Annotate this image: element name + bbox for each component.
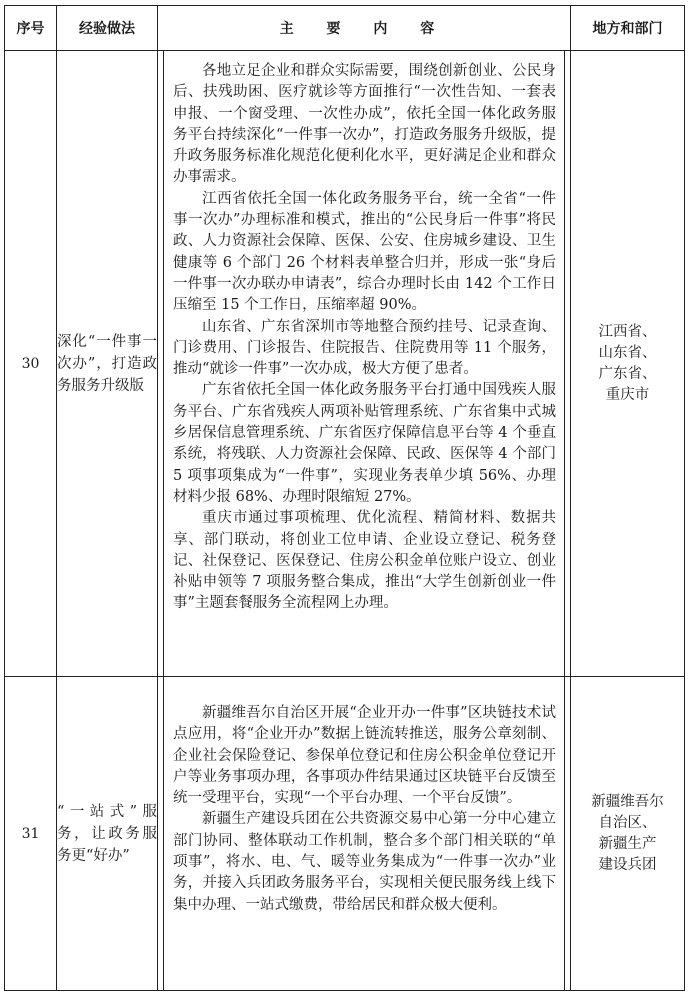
header-practice: 经验做法 xyxy=(57,6,158,51)
content-paragraph: 重庆市通过事项梳理、优化流程、精简材料、数据共享、部门联动，将创业工位申请、企业设立登记、税务登记、社保登记、医保登记、住房公积金单位账户设立、创业补贴申领等 7 项服务整合集成，推出“大学生创新创业一件事”主题套餐服务全流程网上办理。 xyxy=(173,510,556,612)
row-main-content xyxy=(158,677,571,991)
header-serial-number: 序号 xyxy=(5,6,57,51)
row-region-department xyxy=(571,677,685,991)
header-main-content: 主 要 内 容 xyxy=(158,6,571,51)
region-line: 广东省、 xyxy=(598,365,657,382)
region-line: 新疆维吾尔 xyxy=(591,793,664,810)
table-header-row xyxy=(5,6,685,51)
region-line: 新疆生产 xyxy=(598,835,657,852)
content-paragraph: 广东省依托全国一体化政务服务平台打通中国残疾人服务平台、广东省残疾人两项补贴管理系统、广东省集中式城乡居保信息管理系统、广东省医疗保障信息平台等 4 个垂直系统，将残联、人力资源社会保障、民政、医保等 4 个部门 5 项事项集成为“一件事”，实现业务表单少填 56%、办理材料少报 68%、办理时限缩短 27%。 xyxy=(173,382,556,505)
row-practice: 深化“一件事一次办”，打造政务服务升级版 xyxy=(57,51,158,677)
region-line: 建设兵团 xyxy=(598,856,657,873)
content-paragraph: 新疆维吾尔自治区开展“企业开办一件事”区块链技术试点应用，将“企业开办”数据上链流转推送，服务公章刻制、企业社会保险登记、参保单位登记和住房公积金单位登记开户等业务事项办理，各事项办件结果通过区块链平台反馈至统一受理平台，实现“一个平台办理、一个平台反馈”。 xyxy=(173,705,556,807)
content-paragraph: 江西省依托全国一体化政务服务平台，统一全省“一件事一次办”办理标准和模式，推出的“公民身后一件事”将民政、人力资源社会保障、医保、公安、住房城乡建设、卫生健康等 6 个部门 26 个材料表单整合归并，形成一张“身后一件事一次办联办申请表”，综合办理时长由 142 个工作日压缩至 15 个工作日，压缩率超 90%。 xyxy=(173,190,556,314)
row-region-department xyxy=(571,51,685,677)
header-region-department: 地方和部门 xyxy=(571,6,685,51)
region-line: 江西省、 xyxy=(598,323,657,340)
table-row xyxy=(5,677,685,991)
content-paragraph: 新疆生产建设兵团在公共资源交易中心第一分中心建立部门协同、整体联动工作机制，整合多个部门相关联的“单项事”，将水、电、气、暖等业务集成为“一件事一次办”业务，并接入兵团政务服务平台，实现相关便民服务线上线下集中办理、一站式缴费，带给居民和群众极大便利。 xyxy=(173,811,556,913)
region-line: 重庆市 xyxy=(605,386,650,403)
row-serial-number: 30 xyxy=(5,51,57,677)
region-line: 自治区、 xyxy=(598,814,657,831)
content-paragraph: 山东省、广东省深圳市等地整合预约挂号、记录查询、门诊费用、门诊报告、住院报告、住院费用等 11 个服务，推动“就诊一件事”一次办成，极大方便了患者。 xyxy=(173,318,556,378)
row-main-content xyxy=(158,51,571,677)
table-row xyxy=(5,51,685,677)
row-serial-number: 31 xyxy=(5,677,57,991)
region-line: 山东省、 xyxy=(598,344,657,361)
policy-table xyxy=(4,5,685,991)
content-paragraph: 各地立足企业和群众实际需要，围绕创新创业、公民身后、扶残助困、医疗就诊等方面推行“一次性告知、一套表申报、一个窗受理、一次性办成”，依托全国一体化政务服务平台持续深化“一件事一次办”，打造政务服务升级版，提升政务服务标准化规范化便利化水平，更好满足企业和群众办事需求。 xyxy=(173,63,556,186)
row-practice: “一站式”服务，让政务服务更“好办” xyxy=(57,677,158,991)
